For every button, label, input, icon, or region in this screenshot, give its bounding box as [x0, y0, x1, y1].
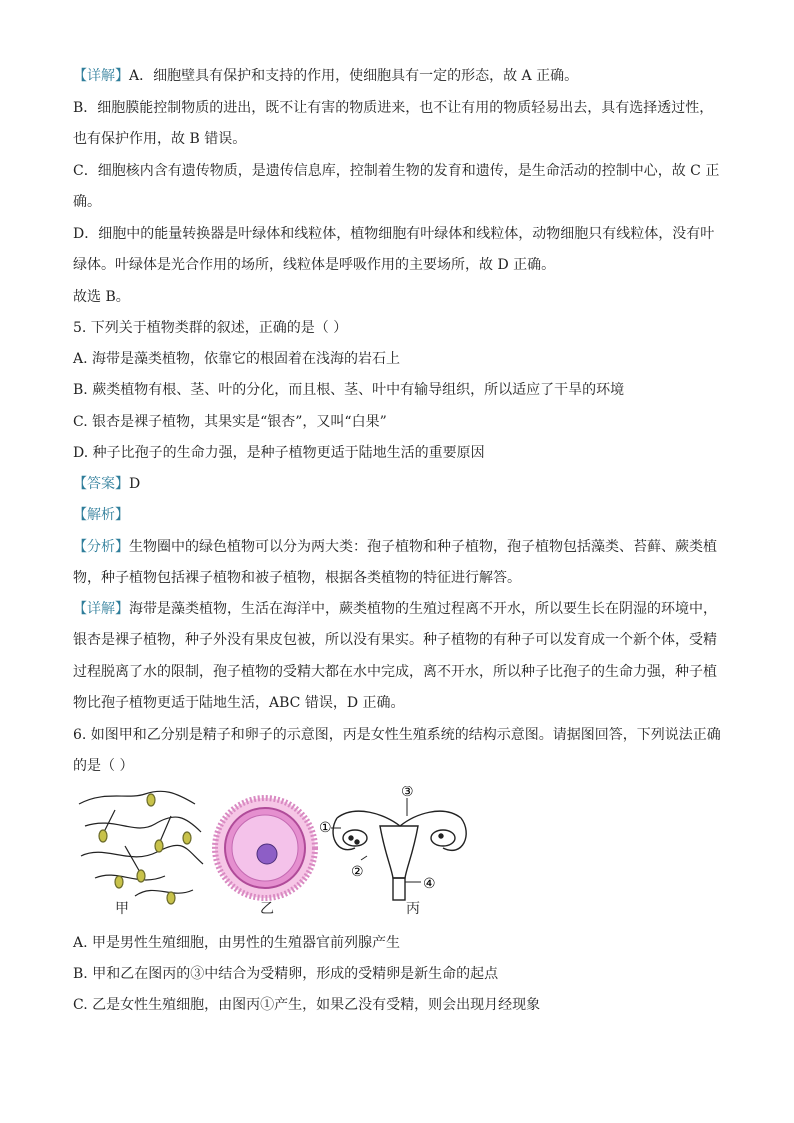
- text-line: 故选 B。: [73, 289, 130, 305]
- fenxi-text: 生物圈中的绿色植物可以分为两大类：孢子植物和种子植物，孢子植物包括藻类、苔藓、蕨类植: [129, 539, 717, 555]
- text-line: 确。: [73, 194, 101, 210]
- text-line: 物，种子植物包括裸子植物和被子植物，根据各类植物的特征进行解答。: [73, 570, 521, 586]
- female-reproductive-system: [333, 811, 466, 900]
- q6-option-b: B. 甲和乙在图丙的③中结合为受精卵，形成的受精卵是新生命的起点: [73, 966, 499, 982]
- label-4: ④: [423, 876, 436, 892]
- caption-yi: 乙: [260, 901, 274, 917]
- figure-reproduction: [75, 786, 495, 921]
- fenxi-line: [73, 537, 717, 557]
- question-5-stem: 5. 下列关于植物类群的叙述，正确的是（ ）: [73, 320, 348, 336]
- question-6-stem-cont: 的是（ ）: [73, 758, 134, 774]
- caption-bing: 丙: [406, 901, 420, 917]
- text-line: 物比孢子植物更适于陆地生活，ABC 错误，D 正确。: [73, 695, 405, 711]
- detail-text: A．细胞壁具有保护和支持的作用，使细胞具有一定的形态，故 A 正确。: [129, 68, 579, 84]
- q5-option-c: C. 银杏是裸子植物，其果实是“银杏”，又叫“白果”: [73, 414, 387, 430]
- text-line: B．细胞膜能控制物质的进出，既不让有害的物质进来，也不让有用的物质轻易出去，具有选择透过性，: [73, 100, 714, 116]
- text-line: C．细胞核内含有遗传物质，是遗传信息库，控制着生物的发育和遗传，是生命活动的控制中心，故 C 正: [73, 163, 720, 179]
- answer-value: D: [129, 476, 141, 492]
- label-2: ②: [351, 864, 364, 880]
- question-6-stem: 6. 如图甲和乙分别是精子和卵子的示意图，丙是女性生殖系统的结构示意图。请据图回答，下列说法正确: [73, 727, 721, 743]
- detail-line: [73, 66, 578, 86]
- q5-detail-line: [73, 599, 717, 619]
- text-line: 绿体。叶绿体是光合作用的场所，线粒体是呼吸作用的主要场所，故 D 正确。: [73, 257, 556, 273]
- analysis-tag: 【解析】: [73, 507, 129, 523]
- label-1: ①: [319, 820, 332, 836]
- q6-option-c: C. 乙是女性生殖细胞，由图丙①产生，如果乙没有受精，则会出现月经现象: [73, 997, 541, 1013]
- q5-option-b: B. 蕨类植物有根、茎、叶的分化，而且根、茎、叶中有输导组织，所以适应了干旱的环境: [73, 382, 625, 398]
- label-3: ③: [401, 786, 414, 800]
- q5-option-d: D. 种子比孢子的生命力强，是种子植物更适于陆地生活的重要原因: [73, 445, 485, 461]
- egg-cell-illustration: [215, 798, 315, 898]
- q6-option-a: A. 甲是男性生殖细胞，由男性的生殖器官前列腺产生: [73, 935, 401, 951]
- detail-tag: 【详解】: [73, 601, 129, 617]
- text-line: 过程脱离了水的限制，孢子植物的受精大都在水中完成，离不开水，所以种子比孢子的生命力强，种子植: [73, 664, 717, 680]
- sperm-illustration: [79, 791, 203, 904]
- q5-answer-line: [73, 474, 140, 494]
- text-line: 银杏是裸子植物，种子外没有果皮包被，所以没有果实。种子植物的有种子可以发育成一个新个体，受精: [73, 632, 717, 648]
- fenxi-tag: 【分析】: [73, 539, 129, 555]
- answer-tag: 【答案】: [73, 476, 129, 492]
- detail-tag: 【详解】: [73, 68, 129, 84]
- text-line: D．细胞中的能量转换器是叶绿体和线粒体，植物细胞有叶绿体和线粒体，动物细胞只有线粒体，没有叶: [73, 226, 715, 242]
- q5-option-a: A. 海带是藻类植物，依靠它的根固着在浅海的岩石上: [73, 351, 401, 367]
- caption-jia: 甲: [115, 901, 129, 917]
- text-line: 也有保护作用，故 B 错误。: [73, 131, 247, 147]
- detail-text: 海带是藻类植物，生活在海洋中，蕨类植物的生殖过程离不开水，所以要生长在阴湿的环境中，: [129, 601, 717, 617]
